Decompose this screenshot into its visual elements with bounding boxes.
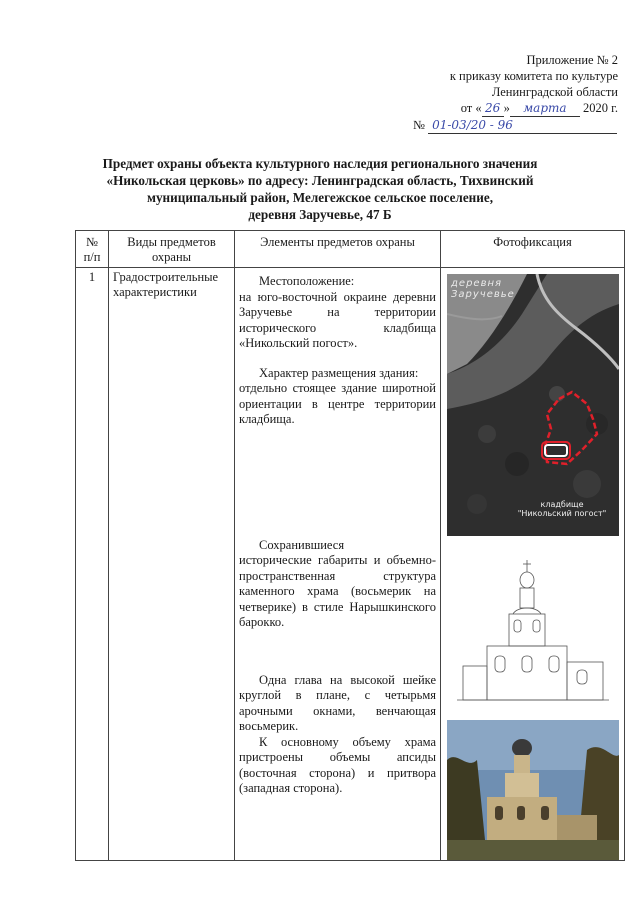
title-line-1: Предмет охраны объекта культурного наследия регионального значения [102,156,538,171]
date-prefix: от « [460,101,482,115]
number-prefix: № [413,118,425,132]
church-photo [447,720,619,860]
header-num: № п/п [76,231,109,268]
date-mid: » [503,101,510,115]
appendix-header [358,52,618,134]
structure-text: исторические габариты и объемно-пространственная структура каменного храма (восьмерик на четверике) в стиле Нарышкинского барокко. [239,553,436,629]
appendix-title: Приложение № 2 [526,53,618,67]
title-line-3: муниципальный район, Мелегежское сельское поселение, [146,190,494,205]
document-title [60,155,580,223]
annex-text: К основному объему храма пристроены объемы апсиды (восточная сторона) и притвора (западная сторона). [239,734,436,795]
dome-text: Одна глава на высокой шейке круглой в плане, с четырьмя арочными окнами, венчающая восьмерик. [239,672,436,733]
date-year: 2020 г. [583,101,618,115]
table-header-row [76,231,625,268]
header-photo: Фотофиксация [441,231,625,268]
satellite-map-image [447,274,619,536]
church-facade-drawing [447,558,619,708]
appendix-region: Ленинградской области [491,85,618,99]
location-heading: Местоположение: [259,274,355,288]
header-elements: Элементы предметов охраны [235,231,441,268]
row-kind: Градостроительные характеристики [109,268,235,861]
location-text: на юго-восточной окраине деревни Заручевье на территории исторического кладбища «Никольский погост». [239,289,436,350]
placement-heading: Характер размещения здания: [259,365,419,380]
header-kind: Виды предметов охраны [109,231,235,268]
cemetery-label-1: кладбище [540,500,584,509]
row-num: 1 [76,268,109,861]
appendix-order: к приказу комитета по культуре [449,69,618,83]
title-line-4: деревня Заручевье, 47 Б [248,207,392,222]
placement-text: отдельно стоящее здание широтной ориентации в центре территории кладбища. [239,381,436,426]
map-cemetery-label [507,500,617,518]
table-row [76,268,625,861]
appendix-number [358,117,618,134]
map-village-label: деревня Заручевье [451,278,515,300]
date-month: марта [510,100,580,117]
cemetery-label-2: "Никольский погост" [517,509,607,518]
protection-table [75,230,625,861]
row-elements [235,268,441,861]
appendix-date [358,100,618,117]
number-value: 01-03/20 - 96 [428,117,617,134]
structure-heading: Сохранившиеся [259,537,345,552]
date-day: 26 [482,100,504,117]
title-line-2: «Никольская церковь» по адресу: Ленинградская область, Тихвинский [106,173,534,188]
row-photos [441,268,625,861]
